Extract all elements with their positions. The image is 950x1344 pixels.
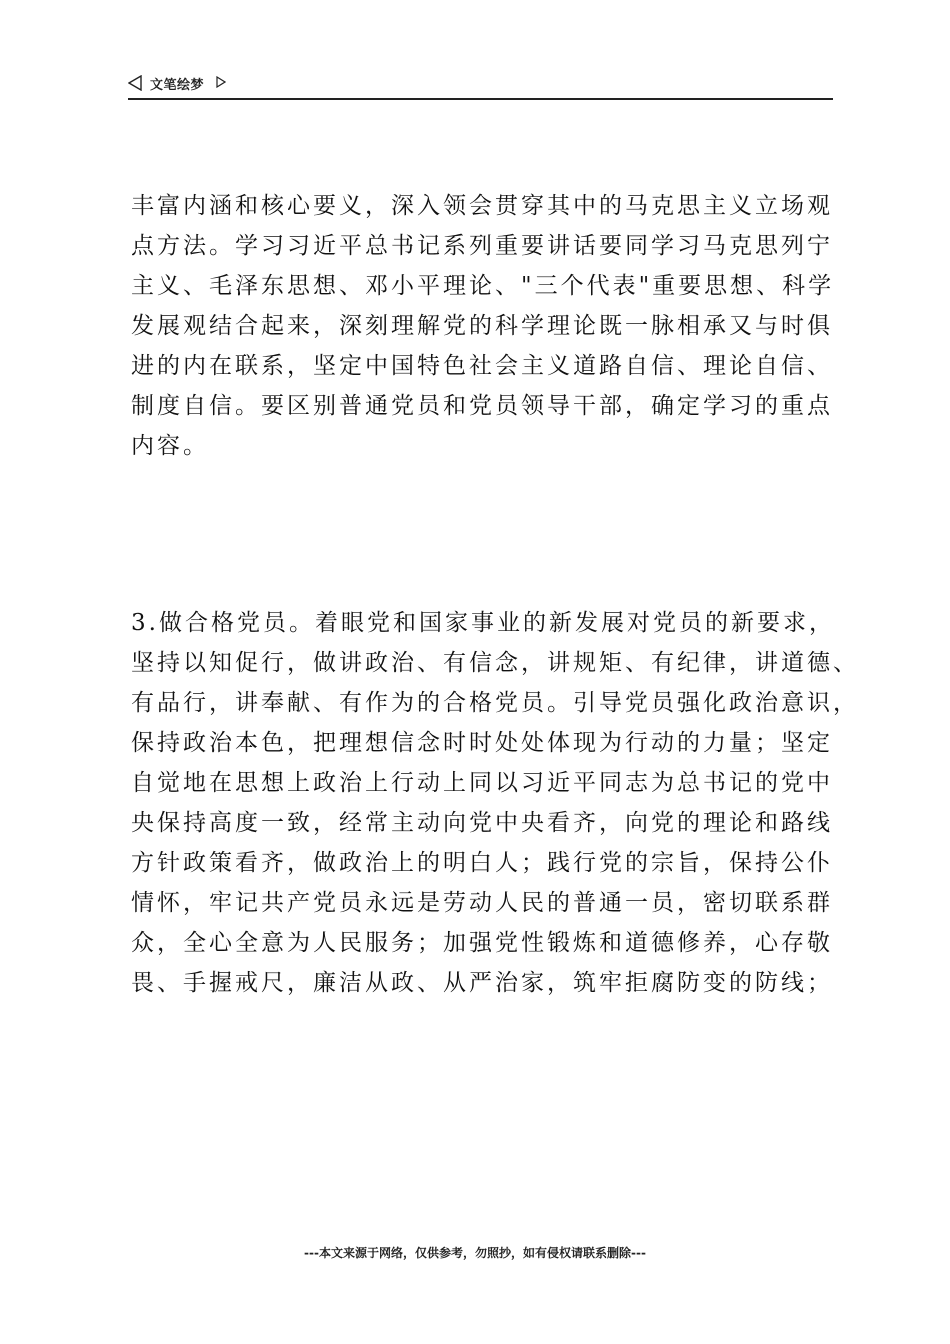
text-line: 丰富内涵和核心要义，深入领会贯穿其中的马克思主义立场观	[131, 193, 833, 219]
text-line: 进的内在联系，坚定中国特色社会主义道路自信、理论自信、	[131, 353, 833, 379]
text-line: 央保持高度一致，经常主动向党中央看齐，向党的理论和路线	[131, 810, 833, 836]
text-line: 发展观结合起来，深刻理解党的科学理论既一脉相承又与时俱	[131, 313, 833, 339]
text-line: 情怀，牢记共产党员永远是劳动人民的普通一员，密切联系群	[131, 890, 833, 916]
text-line: 内容。	[131, 433, 209, 459]
body-paragraph-1	[131, 186, 843, 466]
text-line: 制度自信。要区别普通党员和党员领导干部，确定学习的重点	[131, 393, 833, 419]
text-line: 主义、毛泽东思想、邓小平理论、"三个代表"重要思想、科学	[131, 273, 835, 299]
footer-disclaimer: ---本文来源于网络，仅供参考，勿照抄，如有侵权请联系删除---	[304, 1246, 646, 1260]
text-line: 方针政策看齐，做政治上的明白人；践行党的宗旨，保持公仆	[131, 850, 833, 876]
text-line: 点方法。学习习近平总书记系列重要讲话要同学习马克思列宁	[131, 233, 833, 259]
text-line: 自觉地在思想上政治上行动上同以习近平同志为总书记的党中	[131, 770, 833, 796]
text-line: 3.做合格党员。着眼党和国家事业的新发展对党员的新要求，	[131, 610, 835, 636]
text-line: 保持政治本色，把理想信念时时处处体现为行动的力量；坚定	[131, 730, 833, 756]
triangle-left-outline-icon	[128, 75, 142, 91]
triangle-right-outline-icon	[216, 76, 226, 88]
text-line: 有品行，讲奉献、有作为的合格党员。引导党员强化政治意识，	[131, 690, 859, 716]
text-line: 众，全心全意为人民服务；加强党性锻炼和道德修养，心存敬	[131, 930, 833, 956]
body-paragraph-2	[131, 603, 859, 1003]
text-line: 坚持以知促行，做讲政治、有信念，讲规矩、有纪律，讲道德、	[131, 650, 859, 676]
text-line: 畏、手握戒尺，廉洁从政、从严治家，筑牢拒腐防变的防线；	[131, 970, 833, 996]
header-title: 文笔绘梦	[150, 78, 205, 93]
page-header	[128, 72, 833, 100]
